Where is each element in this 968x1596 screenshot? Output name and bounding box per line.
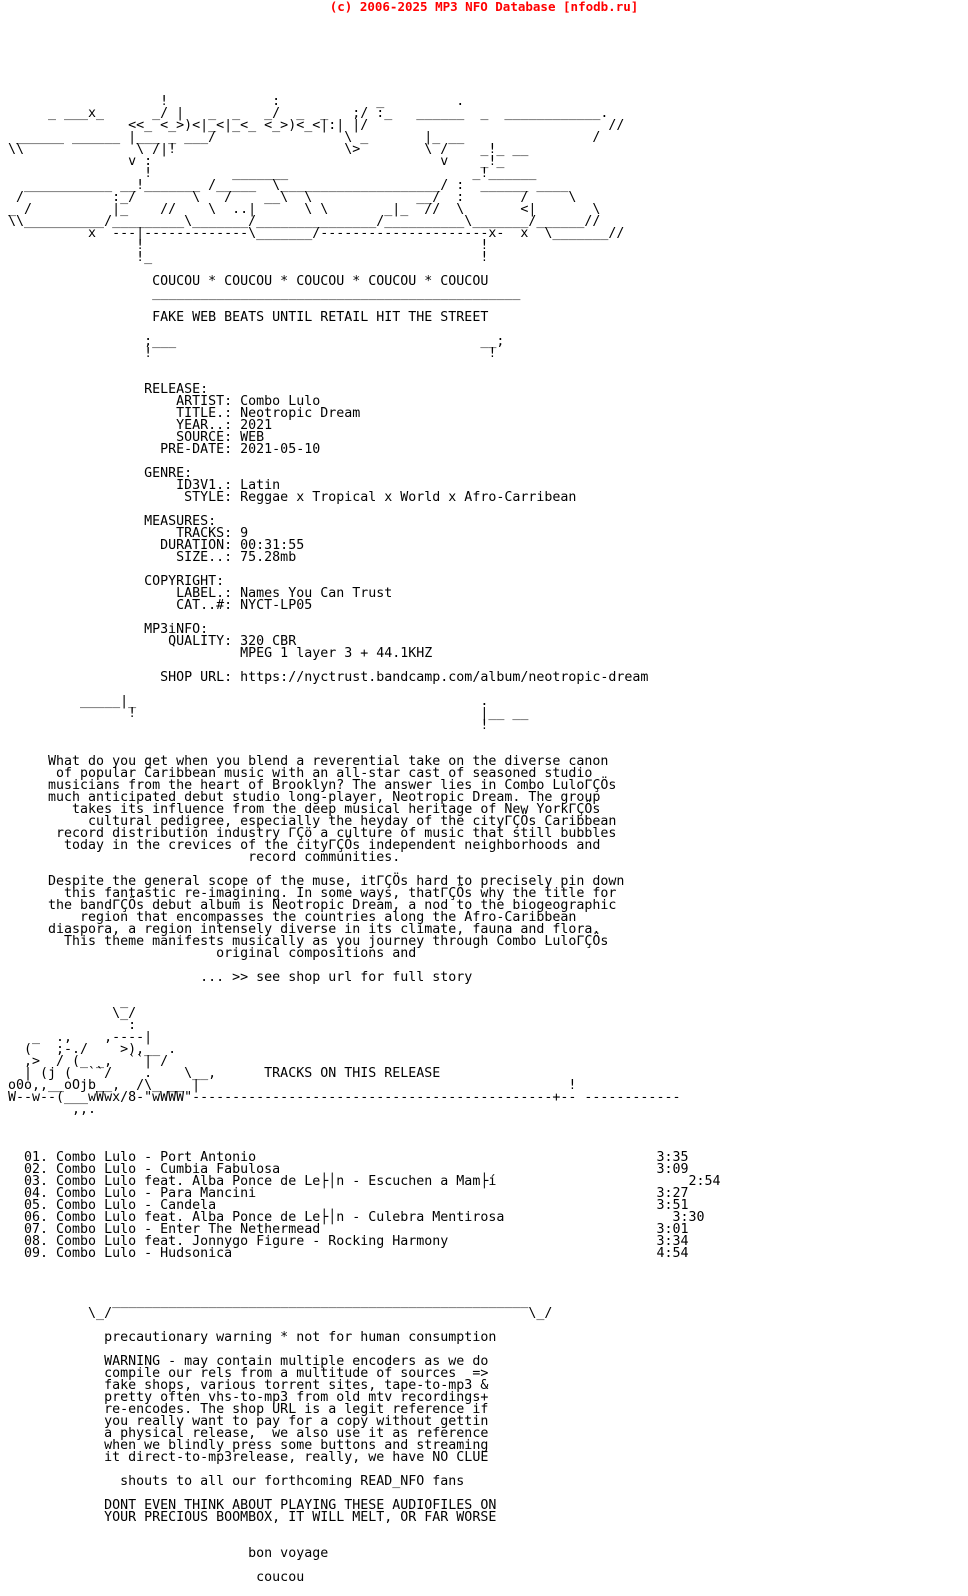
nfo-line: v : v _!_: [8, 154, 505, 169]
nfo-line: coucou: [8, 1570, 305, 1585]
nfo-line: COUCOU * COUCOU * COUCOU * COUCOU * COUCOU: [8, 274, 489, 289]
nfo-line: ! !: [8, 238, 489, 253]
nfo-line: precautionary warning * not for human consumption: [8, 1330, 497, 1345]
nfo-line: :: [8, 1018, 137, 1033]
nfo-line: ID3V1.: Latin: [8, 478, 281, 493]
nfo-line: when we blindly press some buttons and streaming: [8, 1438, 489, 1453]
nfo-line: ___________ __!_______ /_____ \____________________/ : ______ ____: [8, 178, 569, 193]
nfo-line: _ ., ,----|: [8, 1030, 153, 1045]
nfo-line: PRE-DATE: 2021-05-10: [8, 442, 321, 457]
nfodb-copyright: (c) 2006-2025 MP3 NFO Database [nfodb.ru]: [329, 0, 639, 14]
nfo-line: GENRE:: [8, 466, 193, 481]
nfo-line: ;___ __;: [8, 334, 505, 349]
nfo-line: 01. Combo Lulo - Port Antonio 3:35: [8, 1150, 689, 1165]
nfo-line: \\__________/_________\_______/_______________/__________\_______/______//: [8, 214, 601, 229]
nfo-line: original compositions and: [8, 946, 417, 961]
nfo-line: LABEL.: Names You Can Trust: [8, 586, 393, 601]
nfo-line: a physical release, we also use it as reference: [8, 1426, 489, 1441]
nfo-line: DURATION: 00:31:55: [8, 538, 305, 553]
nfo-line: ARTIST: Combo Lulo: [8, 394, 321, 409]
nfo-line: This theme manifests musically as you journey through Combo LuloΓÇÖs: [8, 934, 609, 949]
nfo-line: STYLE: Reggae x Tropical x World x Afro-Carribean: [8, 490, 577, 505]
nfo-line: 05. Combo Lulo - Candela 3:51: [8, 1198, 689, 1213]
nfo-line: MPEG 1 layer 3 + 44.1KHZ: [8, 646, 433, 661]
nfo-line: this fantastic re-imagining. In some ways, thatΓÇÖs why the title for: [8, 886, 617, 901]
nfo-line: 09. Combo Lulo - Hudsonica 4:54: [8, 1246, 689, 1261]
nfo-line: WARNING - may contain multiple encoders as we do: [8, 1354, 489, 1369]
nfo-line: region that encompasses the countries along the Afro-Caribbean: [8, 910, 577, 925]
nfo-text-body: [8, 36, 720, 1584]
nfo-line: CAT..#: NYCT-LP05: [8, 598, 313, 613]
nfo-line: W--w--(___wWwx/8-"wWWW"---------------------------------------------+-- ------------: [8, 1090, 681, 1105]
nfo-line: record distribution industry ΓÇö a culture of music that still bubbles: [8, 826, 617, 841]
nfo-line: \\ \ /|! \> \ / _!_ __: [8, 142, 529, 157]
nfo-line: pretty often vhs-to-mp3 from old mtv recordings+: [8, 1390, 489, 1405]
nfo-line: Despite the general scope of the muse, itΓÇÖs hard to precisely pin down: [8, 874, 625, 889]
nfo-line: x ---|-------------\_______/---------------------x- x \_______//: [8, 226, 625, 241]
nfo-line: <<_ <_>)<|_<|_<_ <_>)<_<|:| |/ //: [8, 118, 625, 133]
nfo-line: \_/: [8, 1006, 137, 1021]
nfo-line: shouts to all our forthcoming READ_NFO fans: [8, 1474, 465, 1489]
nfo-line: the bandΓÇÖs debut album is Neotropic Dream, a nod to the biogeographic: [8, 898, 617, 913]
nfo-line: MEASURES:: [8, 514, 217, 529]
nfo-line: _ ___x_ _/ | _ _ _/ _ _ ;/ :_ ______ _ ____________.: [8, 106, 609, 121]
nfo-line: 02. Combo Lulo - Cumbia Fabulosa 3:09: [8, 1162, 689, 1177]
nfo-line: COPYRIGHT:: [8, 574, 225, 589]
nfo-line: cultural pedigree, especially the heyday of the cityΓÇÖs Caribbean: [8, 814, 617, 829]
nfo-line: \_/ \_/: [8, 1306, 553, 1321]
nfo-line: compile our rels from a multitude of sources =>: [8, 1366, 489, 1381]
nfo-line: ______________________________________________: [8, 286, 521, 301]
nfo-line: ____________________________________________________: [8, 1294, 529, 1309]
nfo-line: takes its influence from the deep musical heritage of New YorkΓÇÖs: [8, 802, 601, 817]
nfo-line: _ / |_ // \ ..| \ \ _|_ // \ <| \: [8, 202, 601, 217]
nfo-line: YOUR PRECIOUS BOOMBOX, IT WILL MELT, OR FAR WORSE: [8, 1510, 497, 1525]
nfo-line: you really want to pay for a copy without gettin: [8, 1414, 489, 1429]
nfo-line: 04. Combo Lulo - Para Mancini 3:27: [8, 1186, 689, 1201]
nfo-line: of popular Caribbean music with an all-star cast of seasoned studio: [8, 766, 593, 781]
nfo-line: bon voyage: [8, 1546, 329, 1561]
nfo-line: SOURCE: WEB: [8, 430, 265, 445]
nfo-line: ,> / (_ _, ``| /: [8, 1054, 169, 1069]
nfo-line: ,,.: [8, 1102, 97, 1117]
nfo-line: record communities.: [8, 850, 401, 865]
nfo-line: re-encodes. The shop URL is a legit reference if: [8, 1402, 489, 1417]
nfo-line: it direct-to-mp3release, really, we have NO CLUE: [8, 1450, 489, 1465]
nfo-line: QUALITY: 320 CBR: [8, 634, 297, 649]
nfo-line: o0o,,__oOjb__, /\_ __ | !: [8, 1078, 577, 1093]
nfo-line: ! : _ .: [8, 94, 465, 109]
nfo-line: diaspora, a region intensely diverse in its climate, fauna and flora.: [8, 922, 601, 937]
nfo-line: YEAR..: 2021: [8, 418, 273, 433]
nfo-line: MP3iNFO:: [8, 622, 209, 637]
nfo-line: RELEASE:: [8, 382, 209, 397]
nfo-line: !: [8, 718, 489, 733]
nfo-line: TITLE.: Neotropic Dream: [8, 406, 361, 421]
nfo-line: today in the crevices of the cityΓÇÖs independent neighborhoods and: [8, 838, 601, 853]
nfo-line: ______ ______ |___ _ ___/ \ _ |_ __ /: [8, 130, 601, 145]
nfo-line: _____|_ .: [8, 694, 489, 709]
nfo-line: !_ !: [8, 250, 489, 265]
nfo-line: DONT EVEN THINK ABOUT PLAYING THESE AUDIOFILES ON: [8, 1498, 497, 1513]
nfo-line: _: [8, 994, 129, 1009]
nfo-line: 07. Combo Lulo - Enter The Nethermead 3:01: [8, 1222, 689, 1237]
nfo-line: ! _______ _!______: [8, 166, 537, 181]
nfo-line: ... >> see shop url for full story: [8, 970, 473, 985]
nfo-line: TRACKS: 9: [8, 526, 249, 541]
nfo-line: ! |__ __: [8, 706, 529, 721]
nfo-line: much anticipated debut studio long-player, Neotropic Dream. The group: [8, 790, 601, 805]
nfo-line: musicians from the heart of Brooklyn? The answer lies in Combo LuloΓÇÖs: [8, 778, 617, 793]
nfo-line: ! !: [8, 346, 497, 361]
nfo-line: / :_/ \ / __\ \ __/ : / \: [8, 190, 577, 205]
nfo-line: SHOP URL: https://nyctrust.bandcamp.com/album/neotropic-dream: [8, 670, 649, 685]
nfo-line: FAKE WEB BEATS UNTIL RETAIL HIT THE STREET: [8, 310, 489, 325]
nfo-line: What do you get when you blend a reverential take on the diverse canon: [8, 754, 609, 769]
nfo-line: fake shops, various torrent sites, tape-to-mp3 &: [8, 1378, 489, 1393]
nfo-line: | (j ( ``/ . \__, TRACKS ON THIS RELEASE: [8, 1066, 441, 1081]
nfo-line: 03. Combo Lulo feat. Alba Ponce de Le├│n - Escuchen a Mam├í 2:54: [8, 1174, 721, 1189]
nfo-line: SIZE..: 75.28mb: [8, 550, 297, 565]
nfo-line: 08. Combo Lulo feat. Jonnygo Figure - Rocking Harmony 3:34: [8, 1234, 689, 1249]
nfo-line: 06. Combo Lulo feat. Alba Ponce de Le├│n - Culebra Mentirosa 3:30: [8, 1210, 705, 1225]
nfo-line: ( ;-./ >),__ .: [8, 1042, 177, 1057]
